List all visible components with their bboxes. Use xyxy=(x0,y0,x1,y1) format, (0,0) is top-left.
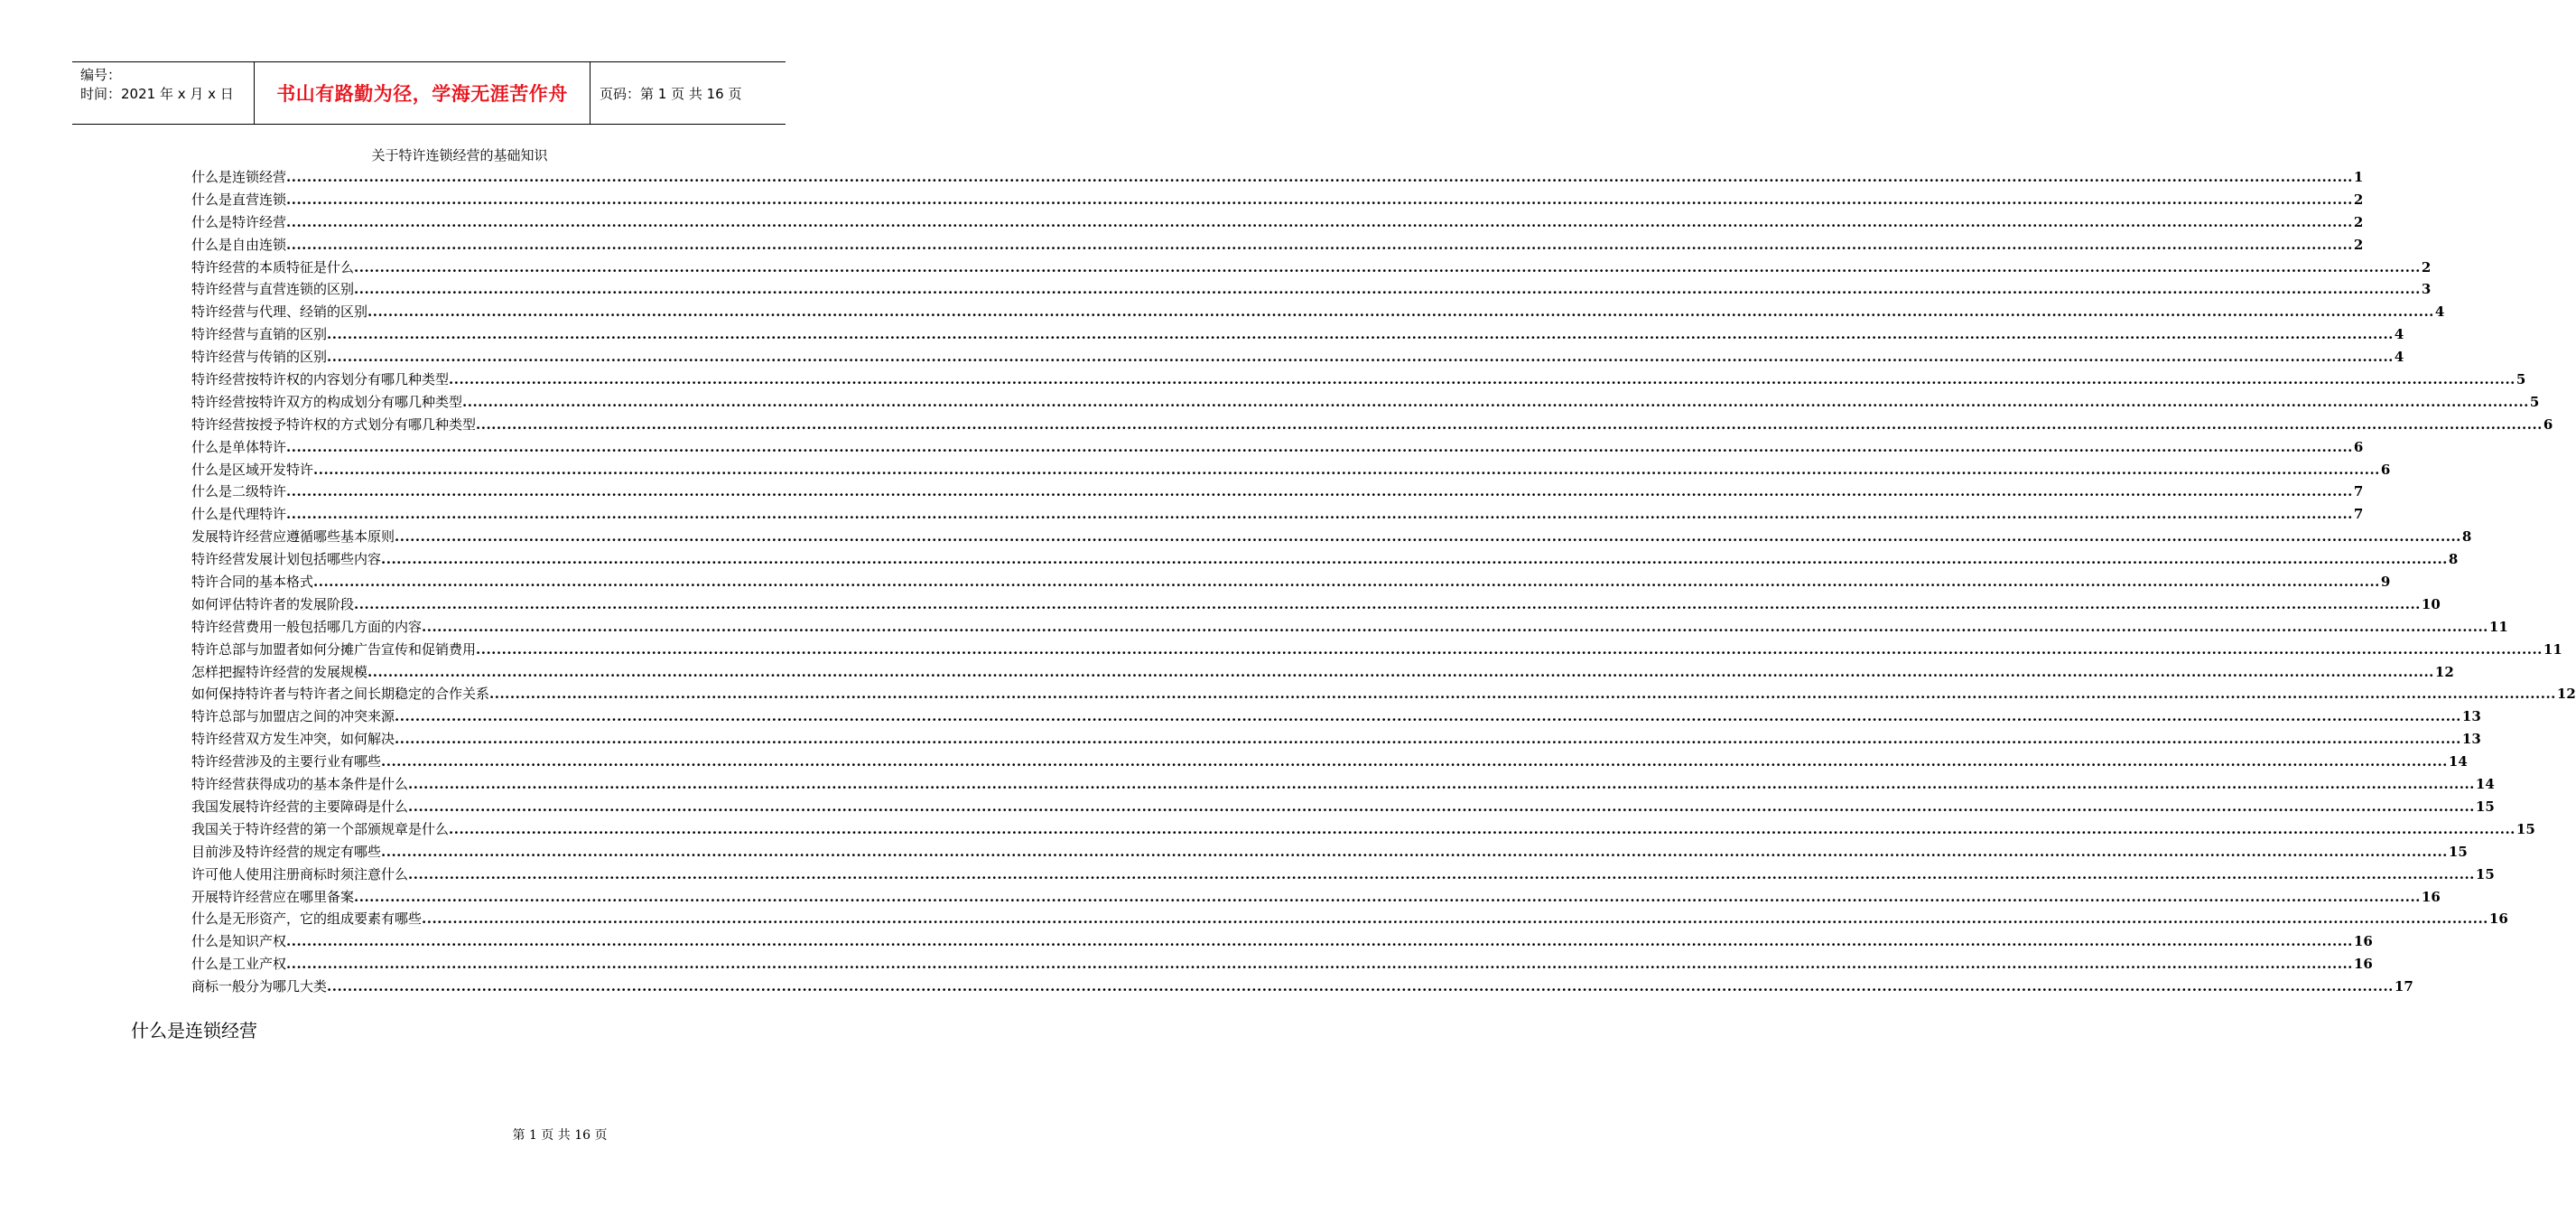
toc-leader-dots: ................................................................................................................................................................................................................................................................................................................................................................................................................ xyxy=(476,640,2543,658)
toc-entry-text: 什么是自由连锁 xyxy=(191,236,287,253)
toc-entry-page: 4 xyxy=(2394,326,2404,343)
toc-entry-page: 13 xyxy=(2461,708,2481,725)
toc-entry[interactable] xyxy=(191,211,2364,234)
toc-leader-dots: ................................................................................................................................................................................................................................................................................................................................................................................................................ xyxy=(354,281,2421,298)
toc-entry-page: 5 xyxy=(2529,393,2540,410)
toc-entry-text: 开展特许经营应在哪里备案 xyxy=(191,888,355,905)
toc-leader-dots: ................................................................................................................................................................................................................................................................................................................................................................................................................ xyxy=(476,416,2543,433)
toc-entry-text: 什么是知识产权 xyxy=(191,933,287,950)
toc-leader-dots: ................................................................................................................................................................................................................................................................................................................................................................................................................ xyxy=(367,304,2434,321)
header-page-info: 页码：第 1 页 共 16 页 xyxy=(600,85,742,102)
toc-entry-text: 什么是工业产权 xyxy=(191,956,287,973)
toc-leader-dots: ................................................................................................................................................................................................................................................................................................................................................................................................................ xyxy=(327,349,2394,366)
toc-leader-dots: ................................................................................................................................................................................................................................................................................................................................................................................................................ xyxy=(489,686,2556,703)
toc-entry-page: 10 xyxy=(2421,595,2441,612)
toc-entry-page: 1 xyxy=(2353,169,2364,185)
toc-leader-dots: ................................................................................................................................................................................................................................................................................................................................................................................................................ xyxy=(286,483,2353,500)
toc-entry-text: 特许经营与传销的区别 xyxy=(191,349,328,366)
toc-entry-page: 5 xyxy=(2516,371,2526,388)
toc-entry-page: 12 xyxy=(2556,686,2576,703)
toc-leader-dots: ................................................................................................................................................................................................................................................................................................................................................................................................................ xyxy=(286,169,2353,185)
toc-leader-dots: ................................................................................................................................................................................................................................................................................................................................................................................................................ xyxy=(354,258,2421,275)
page-footer: 第 1 页 共 16 页 xyxy=(512,1128,608,1143)
toc-entry-page: 9 xyxy=(2380,574,2391,591)
toc-leader-dots: ................................................................................................................................................................................................................................................................................................................................................................................................................ xyxy=(408,798,2475,815)
toc-entry-page: 2 xyxy=(2353,236,2364,253)
toc-entry[interactable] xyxy=(191,728,2481,751)
toc-entry-page: 16 xyxy=(2353,956,2373,973)
toc-entry-text: 特许总部与加盟者如何分摊广告宣传和促销费用 xyxy=(191,640,477,658)
toc-entry-page: 6 xyxy=(2380,461,2391,478)
toc-entry-text: 我国关于特许经营的第一个部颁规章是什么 xyxy=(191,820,450,837)
toc-entry-page: 8 xyxy=(2448,551,2459,568)
document-header xyxy=(72,61,786,125)
toc-entry-text: 特许经营按特许权的内容划分有哪几种类型 xyxy=(191,371,450,388)
toc-entry-page: 2 xyxy=(2421,258,2432,275)
toc-entry[interactable] xyxy=(191,841,2468,864)
toc-entry[interactable] xyxy=(191,705,2481,728)
toc-entry[interactable] xyxy=(191,166,2364,189)
toc-entry-page: 6 xyxy=(2543,416,2553,433)
toc-entry-page: 4 xyxy=(2394,349,2404,366)
toc-entry[interactable] xyxy=(191,773,2495,796)
toc-entry[interactable] xyxy=(191,526,2472,548)
toc-entry-text: 目前涉及特许经营的规定有哪些 xyxy=(191,843,382,860)
toc-title: 关于特许连锁经营的基础知识 xyxy=(371,147,548,163)
toc-entry-text: 什么是无形资产，它的组成要素有哪些 xyxy=(191,910,423,928)
toc-entry-text: 什么是二级特许 xyxy=(191,483,287,500)
toc-leader-dots: ................................................................................................................................................................................................................................................................................................................................................................................................................ xyxy=(395,528,2461,546)
toc-entry-page: 2 xyxy=(2353,213,2364,230)
toc-leader-dots: ................................................................................................................................................................................................................................................................................................................................................................................................................ xyxy=(422,910,2488,928)
toc-leader-dots: ................................................................................................................................................................................................................................................................................................................................................................................................................ xyxy=(381,753,2448,770)
toc-entry-text: 怎样把握特许经营的发展规模 xyxy=(191,663,368,680)
toc-leader-dots: ................................................................................................................................................................................................................................................................................................................................................................................................................ xyxy=(395,731,2461,748)
toc-leader-dots: ................................................................................................................................................................................................................................................................................................................................................................................................................ xyxy=(408,865,2475,882)
header-meta-cell xyxy=(72,62,255,124)
header-motto: 书山有路勤为径，学海无涯苦作舟 xyxy=(276,83,568,105)
toc-entry-text: 什么是代理特许 xyxy=(191,506,287,523)
toc-entry[interactable] xyxy=(191,189,2364,211)
toc-entry-page: 17 xyxy=(2394,978,2413,995)
toc-entry-page: 11 xyxy=(2543,640,2562,658)
toc-entry-text: 如何保持特许者与特许者之间长期稳定的合作关系 xyxy=(191,686,490,703)
toc-entry-page: 4 xyxy=(2434,304,2445,321)
toc-entry-text: 什么是区域开发特许 xyxy=(191,461,314,478)
toc-entry[interactable] xyxy=(191,751,2468,773)
toc-entry-text: 特许经营的本质特征是什么 xyxy=(191,258,355,275)
toc-entry[interactable] xyxy=(191,593,2441,616)
toc-entry-text: 特许经营费用一般包括哪几方面的内容 xyxy=(191,618,423,635)
toc-entry-text: 特许总部与加盟店之间的冲突来源 xyxy=(191,708,395,725)
toc-entry[interactable] xyxy=(191,459,2391,481)
toc-leader-dots: ................................................................................................................................................................................................................................................................................................................................................................................................................ xyxy=(313,574,2380,591)
toc-entry-text: 特许经营与直营连锁的区别 xyxy=(191,281,355,298)
toc-entry-page: 15 xyxy=(2516,820,2535,837)
toc-entry-text: 特许经营按特许双方的构成划分有哪几种类型 xyxy=(191,393,463,410)
toc-entry-text: 特许经营发展计划包括哪些内容 xyxy=(191,551,382,568)
header-motto-cell xyxy=(255,62,591,124)
toc-leader-dots: ................................................................................................................................................................................................................................................................................................................................................................................................................ xyxy=(449,820,2516,837)
toc-entry[interactable] xyxy=(191,369,2526,391)
toc-entry-page: 8 xyxy=(2461,528,2472,546)
toc-entry-text: 什么是连锁经营 xyxy=(191,169,287,185)
toc-entry-page: 11 xyxy=(2488,618,2508,635)
toc-leader-dots: ................................................................................................................................................................................................................................................................................................................................................................................................................ xyxy=(354,888,2421,905)
toc-entry-page: 7 xyxy=(2353,483,2364,500)
toc-entry[interactable] xyxy=(191,976,2413,998)
toc-leader-dots: ................................................................................................................................................................................................................................................................................................................................................................................................................ xyxy=(286,956,2353,973)
toc-entry-page: 13 xyxy=(2461,731,2481,748)
toc-entry[interactable] xyxy=(191,323,2404,346)
toc-leader-dots: ................................................................................................................................................................................................................................................................................................................................................................................................................ xyxy=(395,708,2461,725)
toc-entry[interactable] xyxy=(191,234,2364,257)
toc-entry-text: 特许经营双方发生冲突，如何解决 xyxy=(191,731,395,748)
toc-leader-dots: ................................................................................................................................................................................................................................................................................................................................................................................................................ xyxy=(367,663,2434,680)
toc-entry[interactable] xyxy=(191,571,2391,593)
toc-entry[interactable] xyxy=(191,548,2459,571)
toc-leader-dots: ................................................................................................................................................................................................................................................................................................................................................................................................................ xyxy=(408,776,2475,793)
toc-entry-text: 许可他人使用注册商标时须注意什么 xyxy=(191,865,409,882)
toc-entry-page: 3 xyxy=(2421,281,2432,298)
toc-entry-text: 如何评估特许者的发展阶段 xyxy=(191,595,355,612)
toc-entry[interactable] xyxy=(191,908,2508,930)
toc-entry[interactable] xyxy=(191,864,2495,886)
toc-leader-dots: ................................................................................................................................................................................................................................................................................................................................................................................................................ xyxy=(286,236,2353,253)
toc-leader-dots: ................................................................................................................................................................................................................................................................................................................................................................................................................ xyxy=(286,191,2353,208)
toc-entry[interactable] xyxy=(191,953,2373,976)
table-of-contents xyxy=(191,166,2576,998)
toc-entry[interactable] xyxy=(191,481,2364,503)
toc-entry[interactable] xyxy=(191,391,2540,414)
toc-entry-text: 发展特许经营应遵循哪些基本原则 xyxy=(191,528,395,546)
toc-entry-text: 商标一般分为哪几大类 xyxy=(191,978,328,995)
toc-entry-text: 特许经营按授予特许权的方式划分有哪几种类型 xyxy=(191,416,477,433)
toc-leader-dots: ................................................................................................................................................................................................................................................................................................................................................................................................................ xyxy=(286,438,2353,455)
toc-entry[interactable] xyxy=(191,639,2562,661)
toc-entry-page: 14 xyxy=(2448,753,2468,770)
toc-leader-dots: ................................................................................................................................................................................................................................................................................................................................................................................................................ xyxy=(381,551,2448,568)
toc-leader-dots: ................................................................................................................................................................................................................................................................................................................................................................................................................ xyxy=(286,933,2353,950)
toc-leader-dots: ................................................................................................................................................................................................................................................................................................................................................................................................................ xyxy=(422,618,2488,635)
toc-entry[interactable] xyxy=(191,301,2445,323)
toc-entry-page: 15 xyxy=(2475,798,2495,815)
header-page-cell xyxy=(591,62,786,124)
toc-entry[interactable] xyxy=(191,346,2404,369)
toc-entry-page: 14 xyxy=(2475,776,2495,793)
toc-entry-text: 什么是特许经营 xyxy=(191,213,287,230)
document-number-label: 编号： xyxy=(80,67,122,83)
toc-entry[interactable] xyxy=(191,257,2432,279)
section-heading: 什么是连锁经营 xyxy=(131,1020,257,1041)
toc-entry-text: 什么是直营连锁 xyxy=(191,191,287,208)
toc-entry-text: 特许经营涉及的主要行业有哪些 xyxy=(191,753,382,770)
toc-entry-text: 特许经营获得成功的基本条件是什么 xyxy=(191,776,409,793)
toc-entry-text: 特许经营与代理、经销的区别 xyxy=(191,304,368,321)
toc-entry-page: 7 xyxy=(2353,506,2364,523)
toc-entry-page: 16 xyxy=(2488,910,2508,928)
toc-entry-text: 什么是单体特许 xyxy=(191,438,287,455)
toc-entry-page: 16 xyxy=(2421,888,2441,905)
document-time-label: 时间：2021 年 x 月 x 日 xyxy=(80,86,234,102)
toc-entry[interactable] xyxy=(191,930,2373,953)
toc-leader-dots: ................................................................................................................................................................................................................................................................................................................................................................................................................ xyxy=(327,326,2394,343)
toc-leader-dots: ................................................................................................................................................................................................................................................................................................................................................................................................................ xyxy=(286,213,2353,230)
toc-leader-dots: ................................................................................................................................................................................................................................................................................................................................................................................................................ xyxy=(381,843,2448,860)
toc-entry-page: 16 xyxy=(2353,933,2373,950)
toc-leader-dots: ................................................................................................................................................................................................................................................................................................................................................................................................................ xyxy=(449,371,2516,388)
toc-entry-page: 2 xyxy=(2353,191,2364,208)
toc-entry[interactable] xyxy=(191,503,2364,526)
toc-entry[interactable] xyxy=(191,886,2441,909)
toc-entry-text: 我国发展特许经营的主要障碍是什么 xyxy=(191,798,409,815)
toc-entry[interactable] xyxy=(191,796,2495,818)
toc-entry-text: 特许合同的基本格式 xyxy=(191,574,314,591)
toc-entry-text: 特许经营与直销的区别 xyxy=(191,326,328,343)
toc-entry[interactable] xyxy=(191,661,2454,684)
toc-leader-dots: ................................................................................................................................................................................................................................................................................................................................................................................................................ xyxy=(354,595,2421,612)
toc-entry[interactable] xyxy=(191,436,2364,459)
toc-entry[interactable] xyxy=(191,683,2576,705)
toc-leader-dots: ................................................................................................................................................................................................................................................................................................................................................................................................................ xyxy=(462,393,2529,410)
toc-entry-page: 15 xyxy=(2448,843,2468,860)
toc-leader-dots: ................................................................................................................................................................................................................................................................................................................................................................................................................ xyxy=(313,461,2380,478)
toc-entry[interactable] xyxy=(191,616,2508,639)
toc-entry-page: 6 xyxy=(2353,438,2364,455)
toc-entry[interactable] xyxy=(191,278,2432,301)
toc-entry-page: 12 xyxy=(2434,663,2454,680)
toc-leader-dots: ................................................................................................................................................................................................................................................................................................................................................................................................................ xyxy=(286,506,2353,523)
toc-entry[interactable] xyxy=(191,414,2553,436)
toc-entry[interactable] xyxy=(191,818,2535,841)
toc-leader-dots: ................................................................................................................................................................................................................................................................................................................................................................................................................ xyxy=(327,978,2394,995)
toc-entry-page: 15 xyxy=(2475,865,2495,882)
